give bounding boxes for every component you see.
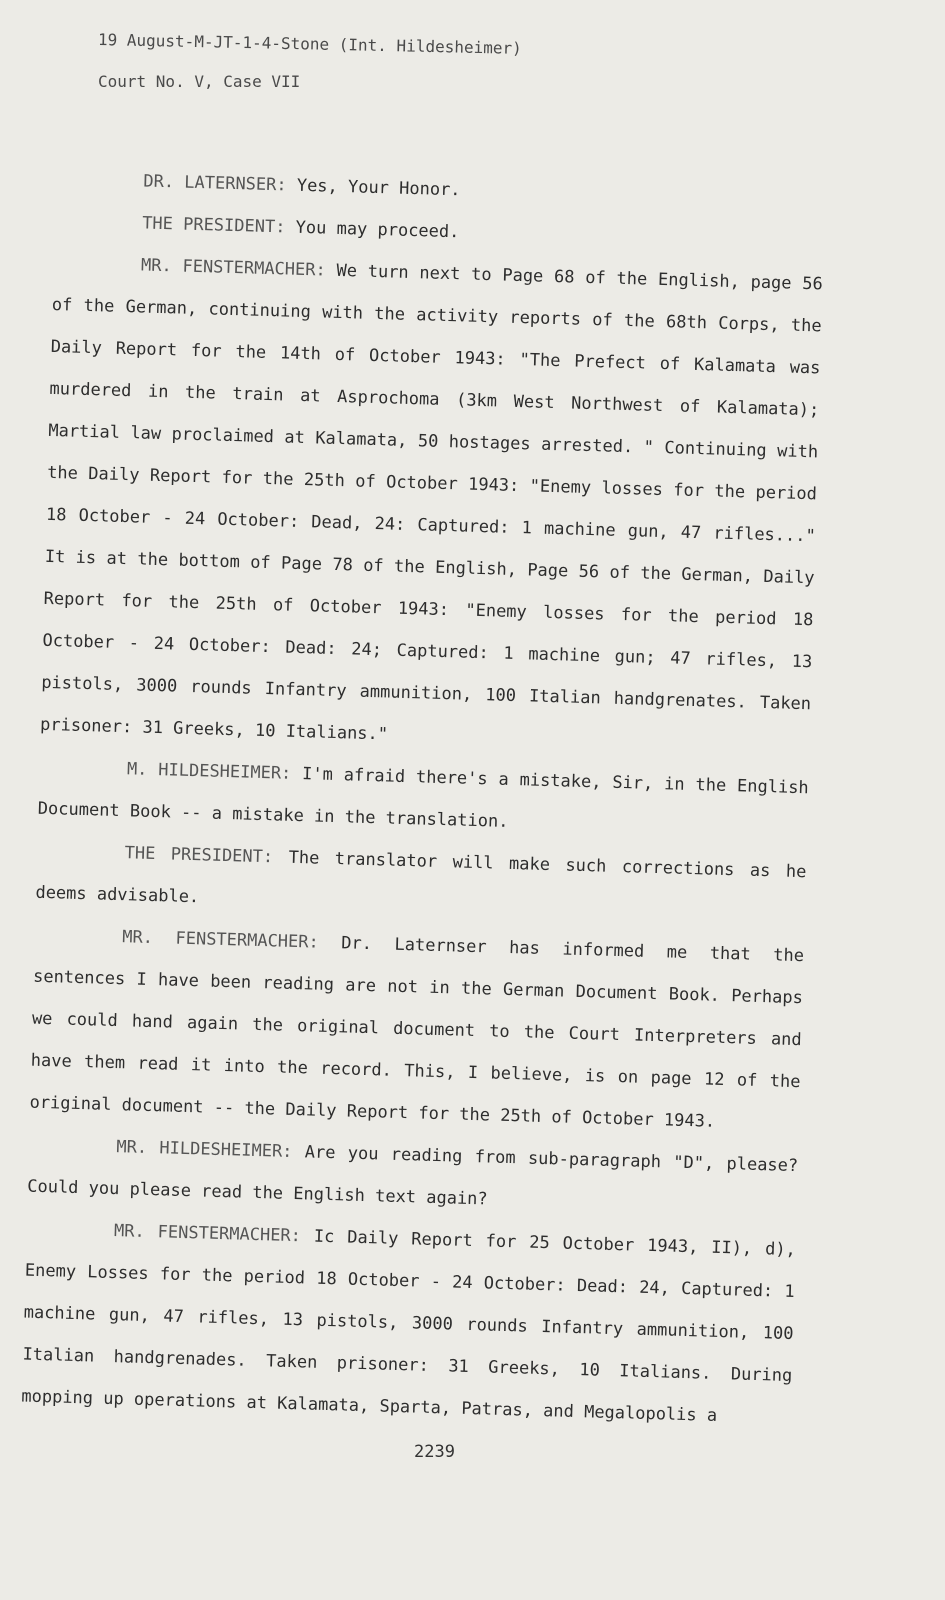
header-line-2: Court No. V, Case VII	[98, 72, 301, 91]
speaker-label: MR. FENSTERMACHER:	[140, 255, 327, 281]
speaker-label: THE PRESIDENT:	[124, 843, 274, 868]
speech-text: Ic Daily Report for 25 October 1943, II), d), Enemy Losses for the period 18 October - 24 October: Dead: 24, Captured: 1 machine gun, 47 rifles, 13 pistols, 3000 rounds Infantry ammunition, 100 Italian handgrenades. Taken prisoner: 31 Greeks, 10 Italians. During mopping up operations at Kalamata, Sparta, Patras, and Megalopolis a	[21, 1226, 797, 1426]
speech-text: Yes, Your Honor.	[286, 175, 461, 201]
speech-paragraph	[21, 1208, 797, 1439]
page-number: 2239	[414, 1442, 455, 1462]
speech-paragraph	[40, 242, 824, 767]
header-line-1: 19 August-M-JT-1-4-Stone (Int. Hildesheimer)	[97, 30, 522, 58]
speech-text: Are you reading from sub-paragraph "D", please? Could you please read the English text again?	[26, 1141, 799, 1210]
speech-text: Dr. Laternser has informed me that the sentences I have been reading are not in the German Document Book. Perhaps we could hand again the original document to the Court Interpreters and have them read it into the record. This, I believe, is on page 12 of the original document -- the Daily Report for the 25th of October 1943.	[29, 932, 805, 1132]
speaker-label: MR. FENSTERMACHER:	[121, 927, 320, 953]
speaker-label: MR. FENSTERMACHER:	[113, 1221, 302, 1247]
speaker-label: M. HILDESHEIMER:	[126, 759, 292, 784]
speaker-label: DR. LATERNSER:	[143, 171, 287, 196]
transcript-body	[21, 158, 826, 1439]
speaker-label: MR. HILDESHEIMER:	[116, 1137, 293, 1162]
speech-text: You may proceed.	[285, 217, 460, 243]
speech-text: I'm afraid there's a mistake, Sir, in the English Document Book -- a mistake in the translation.	[37, 763, 809, 832]
speech-paragraph	[29, 914, 805, 1145]
speech-text: The translator will make such corrections as he deems advisable.	[35, 847, 807, 908]
speech-text: We turn next to Page 68 of the English, page 56 of the German, continuing with the activity reports of the 68th Corps, the Daily Report for the 14th of October 1943: "The Prefect of Kalamata was murdered in the train at Asprochoma (3km West Northwest of Kalamata); Martial law proclaimed at Kalamata, 50 hostages arrested. " Continuing with the Daily Report for the 25th of October 1943: "Enemy losses for the period 18 October - 24 October: Dead, 24: Captured: 1 machine gun, 47 rifles..." It is at the bottom of Page 78 of the English, Page 56 of the German, Daily Report for the 25th of October 1943: "Enemy losses for the period 18 October - 24 October: Dead: 24; Captured: 1 machine gun; 47 rifles, 13 pistols, 3000 rounds Infantry ammunition, 100 Italian handgrenates. Taken prisoner: 31 Greeks, 10 Italians."	[39, 260, 824, 745]
speaker-label: THE PRESIDENT:	[141, 213, 286, 238]
